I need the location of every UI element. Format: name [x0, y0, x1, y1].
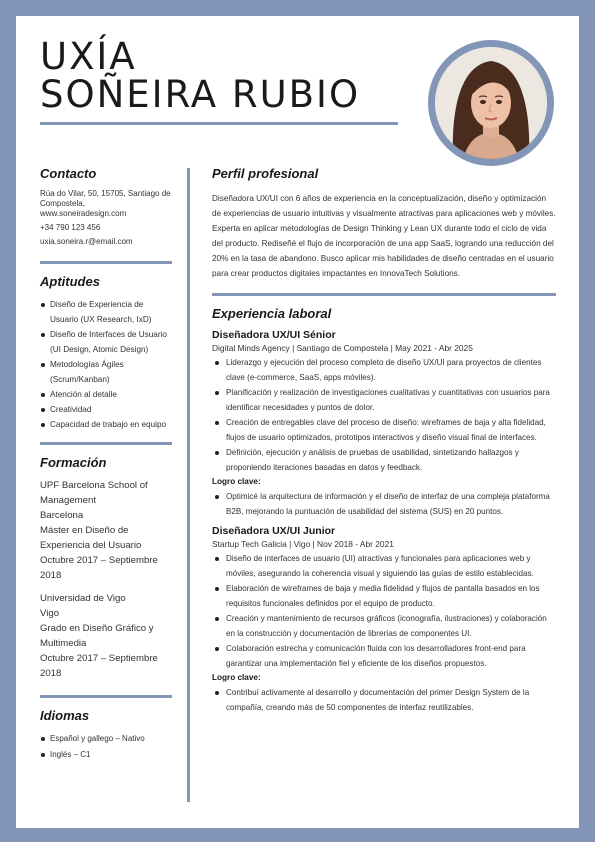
header-divider — [40, 122, 398, 125]
responsibility-item: Definición, ejecución y análisis de pruebas de usabilidad, sintetizando hallazgos y proponiendo iteraciones basadas en datos y feedback. — [212, 445, 556, 475]
achievement-list — [212, 685, 556, 715]
portrait-illustration — [435, 47, 547, 159]
responsibility-item: Elaboración de wireframes de baja y media fidelidad y flujos de pantalla basados en los requisitos funcionales definidos por el equipo de producto. — [212, 581, 556, 611]
contact-email[interactable]: uxia.soneira.r@email.com — [40, 237, 133, 246]
job-meta: Digital Minds Agency | Santiago de Compostela | May 2021 - Abr 2025 — [212, 343, 473, 353]
job-title: Diseñadora UX/UI Junior — [212, 525, 336, 537]
candidate-name — [40, 35, 361, 116]
profile-summary: Diseñadora UX/UI con 6 años de experiencia en la conceptualización, diseño y optimización de experiencias de usuario intuitivas y visualmente atractivas para aplicaciones web y móviles. Experta en aplicar metodologías de Design Thinking y Lean UX durante todo el ciclo de vida del producto. Rediseñé el flujo de incorporación de una app SaaS, logrando una reducción del 20% en la tasa de abandono. Busco aplicar mis habilidades de diseño centradas en el usuario para crear productos digitales impactantes en InnovaTech Solutions. — [212, 194, 556, 278]
education-dates: Octubre 2017 – Septiembre 2018 — [40, 653, 158, 679]
language-item: Español y gallego – Nativo — [40, 731, 172, 747]
experience-heading: Experiencia laboral — [212, 306, 332, 321]
profile-photo — [435, 47, 547, 159]
job-responsibilities — [212, 355, 556, 475]
skill-item: Diseño de Experiencia de Usuario (UX Research, IxD) — [40, 297, 172, 327]
responsibility-item: Creación de entregables clave del proceso de diseño: wireframes de baja y alta fidelidad, flujos de usuario optimizados, prototipos interactivos y diseño visual final de interfaces. — [212, 415, 556, 445]
skill-item: Metodologías Ágiles (Scrum/Kanban) — [40, 357, 172, 387]
column-divider — [187, 168, 190, 802]
skill-item: Diseño de Interfaces de Usuario (UI Design, Atomic Design) — [40, 327, 172, 357]
languages-list — [40, 731, 172, 763]
name-line-first: UXÍA — [40, 35, 137, 78]
profile-photo-frame — [428, 40, 554, 166]
achievement-item: Contribuí activamente al desarrollo y documentación del primer Design System de la compañía, creando más de 50 componentes de interfaz reutilizables. — [212, 685, 556, 715]
skill-item: Creatividad — [40, 402, 172, 417]
responsibility-item: Diseño de interfaces de usuario (UI) atractivas y funcionales para aplicaciones web y móviles, asegurando la coherencia visual y siguiendo las guías de estilo establecidas. — [212, 551, 556, 581]
achievement-label: Logro clave: — [212, 477, 261, 486]
education-city: Barcelona — [40, 510, 84, 521]
contact-address: Rúa do Vilar, 50, 15705, Santiago de Compostela, — [40, 189, 171, 208]
skill-item: Capacidad de trabajo en equipo — [40, 417, 172, 432]
education-degree: Máster en Diseño de Experiencia del Usuario — [40, 525, 142, 551]
responsibility-item: Creación y mantenimiento de recursos gráficos (iconografía, ilustraciones) y colaboración en la construcción y documentación de librerías de componentes UI. — [212, 611, 556, 641]
skills-heading: Aptitudes — [40, 274, 100, 289]
responsibility-item: Planificación y realización de investigaciones cualitativas y cuantitativas con usuarios para identificar necesidades y puntos de dolor. — [212, 385, 556, 415]
job-entry — [212, 329, 556, 519]
contact-website[interactable]: www.soneiradesign.com — [40, 209, 127, 218]
job-meta: Startup Tech Galicia | Vigo | Nov 2018 - Abr 2021 — [212, 539, 394, 549]
education-entry — [40, 591, 172, 681]
education-entry — [40, 478, 172, 583]
skill-item: Atención al detalle — [40, 387, 172, 402]
name-line-surname: SOÑEIRA RUBIO — [40, 73, 361, 116]
profile-heading: Perfil profesional — [212, 166, 319, 181]
main-column — [212, 166, 556, 715]
responsibility-item: Liderazgo y ejecución del proceso completo de diseño UX/UI para proyectos de clientes clave (e-commerce, SaaS, apps móviles). — [212, 355, 556, 385]
education-degree: Grado en Diseño Gráfico y Multimedia — [40, 623, 154, 649]
achievement-list — [212, 489, 556, 519]
job-title: Diseñadora UX/UI Sénior — [212, 329, 336, 341]
sidebar — [40, 166, 172, 763]
skills-list — [40, 297, 172, 432]
job-responsibilities — [212, 551, 556, 671]
education-city: Vigo — [40, 608, 60, 619]
job-entry — [212, 525, 556, 715]
languages-heading: Idiomas — [40, 708, 90, 723]
education-heading: Formación — [40, 455, 107, 470]
education-school: UPF Barcelona School of Management — [40, 480, 148, 506]
achievement-label: Logro clave: — [212, 673, 261, 682]
education-dates: Octubre 2017 – Septiembre 2018 — [40, 555, 158, 581]
education-school: Universidad de Vigo — [40, 593, 126, 604]
contact-heading: Contacto — [40, 166, 97, 181]
language-item: Inglés – C1 — [40, 747, 172, 763]
achievement-item: Optimicé la arquitectura de información y el diseño de interfaz de una compleja plataforma B2B, mejorando la puntuación de usabilidad del sistema (SUS) en 20 puntos. — [212, 489, 556, 519]
contact-phone[interactable]: +34 790 123 456 — [40, 223, 101, 232]
resume-page — [16, 16, 579, 828]
responsibility-item: Colaboración estrecha y comunicación fluida con los desarrolladores front-end para garantizar una implementación fiel y eficiente de los diseños propuestos. — [212, 641, 556, 671]
